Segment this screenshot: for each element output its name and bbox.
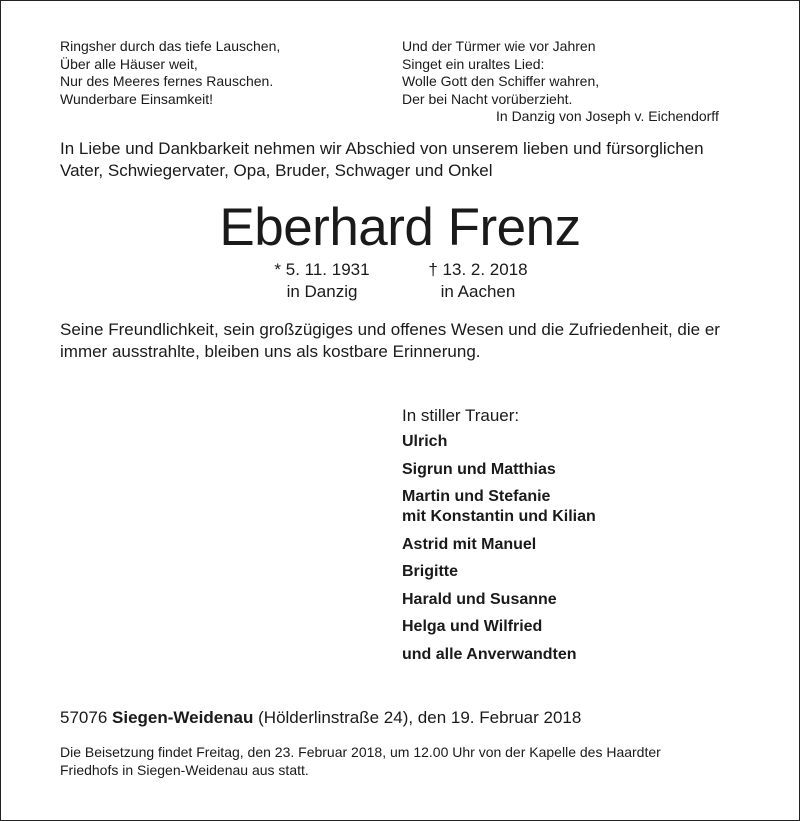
intro-line: Vater, Schwiegervater, Opa, Bruder, Schwager und Onkel xyxy=(60,161,493,180)
mourning-label: In stiller Trauer: xyxy=(402,406,520,425)
tribute-text xyxy=(60,319,760,363)
family-entry: Sigrun und Matthias xyxy=(402,460,556,478)
poem-line: Über alle Häuser weit, xyxy=(60,55,198,72)
tribute-line: Seine Freundlichkeit, sein großzügiges und offenes Wesen und die Zufriedenheit, die er xyxy=(60,320,720,339)
intro-line: In Liebe und Dankbarkeit nehmen wir Abschied von unserem lieben und fürsorglichen xyxy=(60,139,704,158)
death-info xyxy=(420,259,536,303)
place-date-line xyxy=(60,707,581,729)
family-entry: Brigitte xyxy=(402,563,458,580)
postcode: 57076 xyxy=(60,708,108,727)
poem-line: Und der Türmer wie vor Jahren xyxy=(402,38,596,54)
deceased-name: Eberhard Frenz xyxy=(219,198,581,257)
poem-left xyxy=(60,38,280,108)
family-entry: und alle Anverwandten xyxy=(402,645,577,663)
family-entry: Ulrich xyxy=(402,433,448,450)
birth-place: in Danzig xyxy=(286,282,358,301)
poem-line: Nur des Meeres fernes Rauschen. xyxy=(60,73,274,89)
address-date: (Hölderlinstraße 24), den 19. Februar 2018 xyxy=(258,708,582,727)
death-date: † 13. 2. 2018 xyxy=(428,260,528,279)
family-entry: Martin und Stefanie mit Konstantin und Kilian xyxy=(402,488,596,525)
poem-right xyxy=(402,38,719,126)
family-list xyxy=(402,432,596,672)
funeral-line: Friedhofs in Siegen-Weidenau aus statt. xyxy=(60,762,309,778)
poem-line: Ringsher durch das tiefe Lauschen, xyxy=(60,38,281,54)
poem-line: Wolle Gott den Schiffer wahren, xyxy=(402,73,600,89)
family-entry: Astrid mit Manuel xyxy=(402,535,537,553)
poem-attribution: In Danzig von Joseph v. Eichendorff xyxy=(496,108,719,124)
funeral-info xyxy=(60,743,760,779)
poem-line: Wunderbare Einsamkeit! xyxy=(60,90,214,107)
intro-text xyxy=(60,138,750,182)
poem-line: Der bei Nacht vorüberzieht. xyxy=(402,90,573,107)
family-entry: Harald und Susanne xyxy=(402,590,557,608)
city: Siegen-Weidenau xyxy=(112,708,254,727)
poem-line: Singet ein uraltes Lied: xyxy=(402,55,545,72)
birth-date: * 5. 11. 1931 xyxy=(274,260,370,279)
birth-info xyxy=(262,259,382,303)
death-place: in Aachen xyxy=(440,282,516,301)
tribute-line: immer ausstrahlte, bleiben uns als kostbare Erinnerung. xyxy=(60,342,481,361)
family-entry: Helga und Wilfried xyxy=(402,618,543,635)
funeral-line: Die Beisetzung findet Freitag, den 23. Februar 2018, um 12.00 Uhr von der Kapelle des Haardter xyxy=(60,744,661,760)
